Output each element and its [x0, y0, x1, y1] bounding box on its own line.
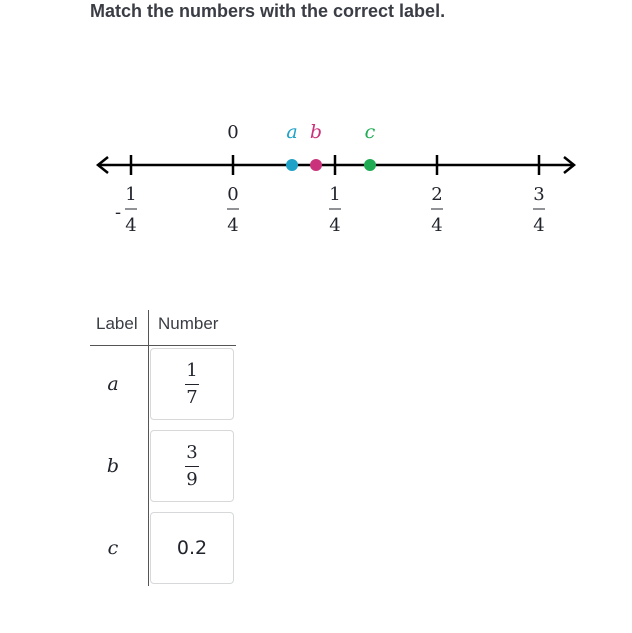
fraction	[185, 443, 199, 490]
tick-label-numerator: 1	[329, 184, 341, 205]
point-c	[364, 159, 376, 171]
numerator: 3	[186, 441, 198, 463]
tick-label-denominator: 4	[329, 215, 341, 236]
column-header-label: Label	[96, 314, 138, 333]
denominator: 7	[186, 386, 198, 408]
zero-label: 0	[227, 122, 239, 143]
tick-label-sign: -	[114, 202, 122, 223]
tick-label-denominator: 4	[431, 215, 443, 236]
number-card-3-9[interactable]	[150, 430, 234, 502]
tick-label-denominator: 4	[125, 215, 137, 236]
column-divider	[148, 310, 149, 586]
matching-table	[90, 310, 240, 590]
point-label-a: a	[286, 121, 298, 143]
row-label-b: b	[106, 455, 120, 477]
tick-label-neg-1-4	[115, 184, 137, 236]
number-card-1-7[interactable]	[150, 348, 234, 420]
row-label-c: c	[107, 537, 119, 559]
point-a	[286, 159, 298, 171]
tick-label-2-4	[431, 184, 443, 236]
point-label-c: c	[364, 121, 376, 143]
header-divider	[90, 345, 236, 346]
column-header-number: Number	[158, 314, 219, 333]
tick-label-3-4	[533, 184, 545, 236]
numerator: 1	[186, 359, 198, 381]
fraction	[185, 361, 199, 408]
point-b	[310, 159, 322, 171]
row-label-a: a	[107, 373, 119, 395]
tick-label-numerator: 2	[431, 184, 443, 205]
tick-label-1-4	[329, 184, 341, 236]
tick-label-0-4	[227, 184, 239, 236]
instruction-text: Match the numbers with the correct label.	[90, 1, 446, 21]
point-label-b: b	[309, 121, 323, 143]
decimal-value: 0.2	[176, 537, 208, 559]
number-card-0-2[interactable]	[150, 512, 234, 584]
tick-label-numerator: 0	[227, 184, 239, 205]
number-line	[0, 110, 632, 245]
tick-label-denominator: 4	[533, 215, 545, 236]
denominator: 9	[186, 468, 198, 490]
tick-label-numerator: 3	[533, 184, 545, 205]
tick-label-numerator: 1	[125, 184, 137, 205]
tick-label-denominator: 4	[227, 215, 239, 236]
